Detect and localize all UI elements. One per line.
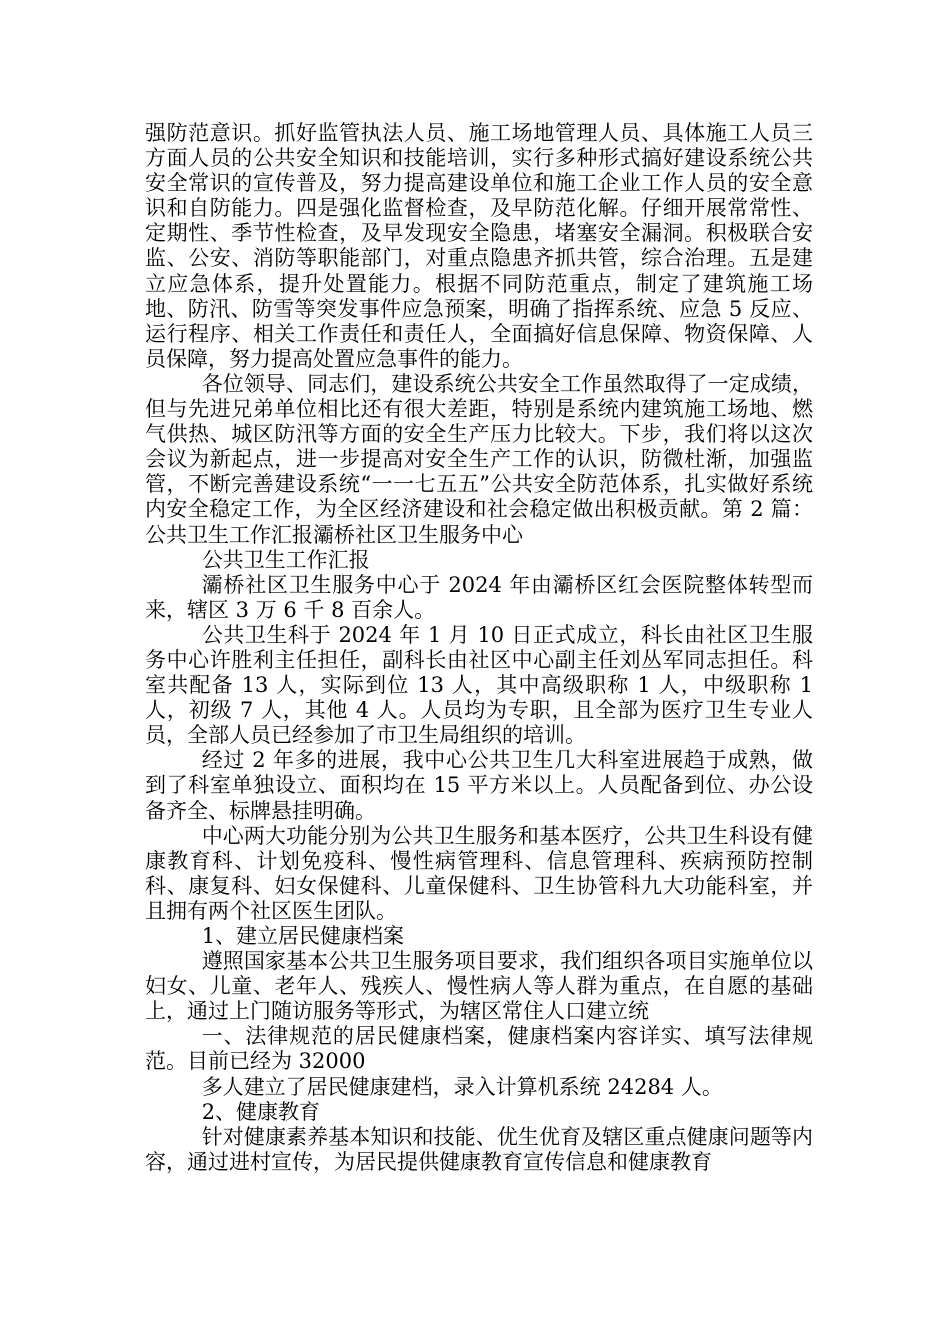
section-heading: 1、建立居民健康档案 xyxy=(201,924,405,948)
paragraph: 多人建立了居民健康建档，录入计算机系统 24284 人。 xyxy=(201,1074,723,1099)
paragraph: 灞桥社区卫生服务中心于 2024 年由灞桥区红会医院整体转型而来，辖区 3 万 6 千 8 百余人。 xyxy=(145,572,813,622)
section-heading: 公共卫生工作汇报 xyxy=(201,547,370,572)
paragraph: 强防范意识。抓好监管执法人员、施工场地管理人员、具体施工人员三方面人员的公共安全知识和技能培训，实行多种形式搞好建设系统公共安全常识的宣传普及，努力提高建设单位和施工企业工作人员的安全意识和自防能力。四是强化监督检查，及早防范化解。仔细开展常常性、定期性、季节性检查，及早发现安全隐患，堵塞安全漏洞。积极联合安监、公安、消防等职能部门，对重点隐患齐抓共管，综合治理。五是建立应急体系，提升处置能力。根据不同防范重点，制定了建筑施工场地、防汛、防雪等突发事件应急预案，明确了指挥系统、应急 5 反应、运行程序、相关工作责任和责任人，全面搞好信息保障、物资保障、人员保障，努力提高处置应急事件的能力。 xyxy=(145,121,813,371)
paragraph: 公共卫生科于 2024 年 1 月 10 日正式成立，科长由社区卫生服务中心许胜利主任担任，副科长由社区中心副主任刘丛军同志担任。科室共配备 13 人，实际到位 13 人，其中高级职称 1 人，中级职称 1 人，初级 7 人，其他 4 人。人员均为专职，且全部为医疗卫生专业人员，全部人员已经参加了市卫生局组织的培训。 xyxy=(145,622,813,748)
paragraph: 经过 2 年多的进展，我中心公共卫生几大科室进展趋于成熟，做到了科室单独设立、面积均在 15 平方米以上。人员配备到位、办公设备齐全、标牌悬挂明确。 xyxy=(145,748,813,823)
paragraph: 各位领导、同志们，建设系统公共安全工作虽然取得了一定成绩，但与先进兄弟单位相比还有很大差距，特别是系统内建筑施工场地、燃气供热、城区防汛等方面的安全生产压力比较大。下步，我们将以这次会议为新起点，进一步提高对安全生产工作的认识，防微杜渐，加强监管，不断完善建设系统“一一七五五”公共安全防范体系，扎实做好系统内安全稳定工作，为全区经济建设和社会稳定做出积极贡献。第 2 篇：公共卫生工作汇报灞桥社区卫生服务中心 xyxy=(145,371,813,547)
paragraph: 针对健康素养基本知识和技能、优生优育及辖区重点健康问题等内容，通过进村宣传，为居民提供健康教育宣传信息和健康教育 xyxy=(145,1124,813,1174)
paragraph: 中心两大功能分别为公共卫生服务和基本医疗，公共卫生科设有健康教育科、计划免疫科、慢性病管理科、信息管理科、疾病预防控制科、康复科、妇女保健科、儿童保健科、卫生协管科九大功能科室，并且拥有两个社区医生团队。 xyxy=(145,823,813,923)
paragraph: 一、法律规范的居民健康档案，健康档案内容详实、填写法律规范。目前已经为 32000 xyxy=(145,1024,813,1074)
paragraph: 遵照国家基本公共卫生服务项目要求，我们组织各项目实施单位以妇女、儿童、老年人、残疾人、慢性病人等人群为重点，在自愿的基础上，通过上门随访服务等形式，为辖区常住人口建立统 xyxy=(145,949,813,1024)
section-heading: 2、健康教育 xyxy=(201,1099,321,1124)
document-page xyxy=(145,121,813,1175)
